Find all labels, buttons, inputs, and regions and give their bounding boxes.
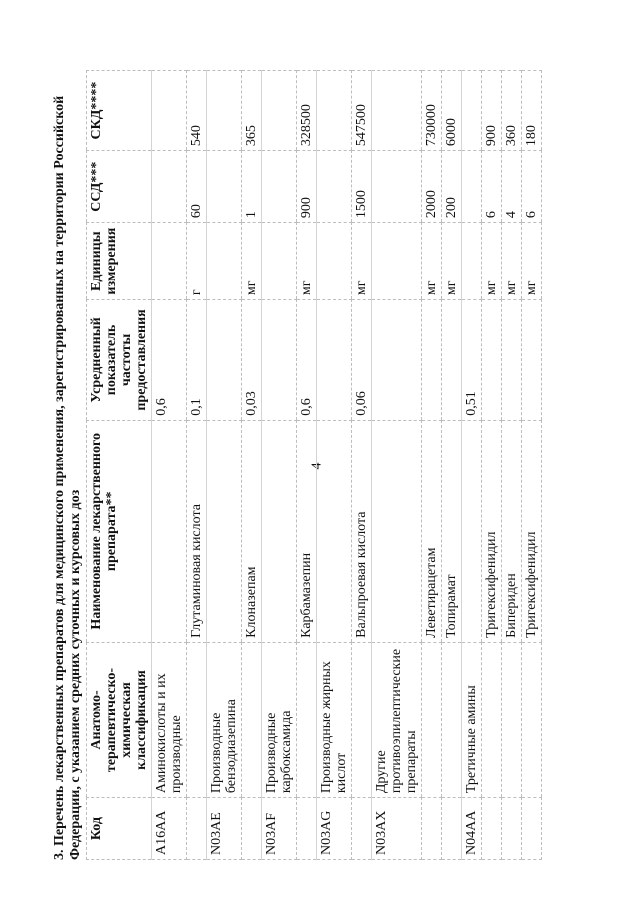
cell-skd: 900: [482, 71, 502, 151]
cell-atc: Аминокислоты и их производные: [152, 642, 187, 797]
cell-unit: [317, 223, 352, 300]
cell-name: [317, 420, 352, 642]
cell-ssd: 1: [242, 151, 262, 223]
cell-code: [442, 798, 462, 860]
cell-atc: [422, 642, 442, 797]
cell-atc: Производные бензодиазепина: [207, 642, 242, 797]
document-sheet: [50, 60, 620, 860]
table-row: [207, 71, 242, 860]
cell-skd: 328500: [297, 71, 317, 151]
table-row: [462, 71, 482, 860]
cell-name: Карбамазепин: [297, 420, 317, 642]
cell-ssd: [152, 151, 187, 223]
cell-name: Вальпроевая кислота: [352, 420, 372, 642]
cell-skd: 360: [502, 71, 522, 151]
cell-frequency: [207, 300, 242, 421]
cell-code: N03AE: [207, 798, 242, 860]
cell-ssd: 6: [482, 151, 502, 223]
cell-ssd: 1500: [352, 151, 372, 223]
cell-atc: Производные карбоксамида: [262, 642, 297, 797]
cell-skd: 547500: [352, 71, 372, 151]
cell-name: Тригексифенидил: [482, 420, 502, 642]
cell-atc: [482, 642, 502, 797]
cell-unit: [152, 223, 187, 300]
cell-code: N03AG: [317, 798, 352, 860]
cell-atc: [442, 642, 462, 797]
cell-ssd: 900: [297, 151, 317, 223]
cell-frequency: [482, 300, 502, 421]
table-row: [187, 71, 207, 860]
cell-skd: [317, 71, 352, 151]
table-row: [522, 71, 542, 860]
cell-unit: мг: [442, 223, 462, 300]
cell-skd: 180: [522, 71, 542, 151]
cell-ssd: [372, 151, 422, 223]
cell-unit: [207, 223, 242, 300]
cell-code: N04AA: [462, 798, 482, 860]
header-skd: СКД****: [87, 71, 152, 151]
cell-frequency: 0,03: [242, 300, 262, 421]
cell-name: [262, 420, 297, 642]
cell-code: [352, 798, 372, 860]
cell-frequency: [372, 300, 422, 421]
page-number: 4: [309, 462, 325, 470]
cell-unit: [372, 223, 422, 300]
cell-skd: 365: [242, 71, 262, 151]
header-frequency: Усредненный показатель частоты предоставления: [87, 300, 152, 421]
cell-code: [502, 798, 522, 860]
cell-ssd: 2000: [422, 151, 442, 223]
cell-unit: мг: [242, 223, 262, 300]
cell-skd: 540: [187, 71, 207, 151]
table-row: [352, 71, 372, 860]
cell-name: [372, 420, 422, 642]
cell-unit: мг: [422, 223, 442, 300]
cell-code: [522, 798, 542, 860]
cell-frequency: [442, 300, 462, 421]
cell-frequency: [262, 300, 297, 421]
table-row: [242, 71, 262, 860]
cell-code: [297, 798, 317, 860]
cell-name: Леветирацетам: [422, 420, 442, 642]
cell-skd: [462, 71, 482, 151]
cell-ssd: [317, 151, 352, 223]
table-header-row: [87, 71, 152, 860]
cell-code: A16AA: [152, 798, 187, 860]
cell-frequency: [422, 300, 442, 421]
table-row: [422, 71, 442, 860]
cell-atc: [297, 642, 317, 797]
cell-name: [207, 420, 242, 642]
cell-ssd: 4: [502, 151, 522, 223]
cell-name: Бипериден: [502, 420, 522, 642]
cell-atc: [187, 642, 207, 797]
header-atc: Анатомо-терапевтическо-химическая классификация: [87, 642, 152, 797]
table-row: [442, 71, 462, 860]
cell-name: Топирамат: [442, 420, 462, 642]
table-row: [482, 71, 502, 860]
cell-code: N03AX: [372, 798, 422, 860]
table-row: [372, 71, 422, 860]
cell-ssd: [207, 151, 242, 223]
cell-ssd: 60: [187, 151, 207, 223]
cell-code: [187, 798, 207, 860]
table-row: [317, 71, 352, 860]
cell-atc: Производные жирных кислот: [317, 642, 352, 797]
cell-unit: мг: [522, 223, 542, 300]
cell-unit: мг: [297, 223, 317, 300]
cell-unit: [462, 223, 482, 300]
cell-ssd: 6: [522, 151, 542, 223]
cell-name: Клоназепам: [242, 420, 262, 642]
cell-code: [422, 798, 442, 860]
header-code: Код: [87, 798, 152, 860]
section-title: 3. Перечень лекарственных препаратов для медицинского применения, зарегистрированных на территории Российской Федерации, с указанием средних суточных и курсовых доз: [52, 95, 83, 860]
cell-frequency: [317, 300, 352, 421]
cell-frequency: 0,1: [187, 300, 207, 421]
cell-name: Тригексифенидил: [522, 420, 542, 642]
cell-unit: мг: [502, 223, 522, 300]
cell-frequency: 0,51: [462, 300, 482, 421]
table-row: [297, 71, 317, 860]
cell-skd: [372, 71, 422, 151]
cell-name: Глутаминовая кислота: [187, 420, 207, 642]
header-name: Наименование лекарственного препарата**: [87, 420, 152, 642]
cell-atc: [522, 642, 542, 797]
cell-skd: [207, 71, 242, 151]
cell-unit: мг: [352, 223, 372, 300]
table-row: [152, 71, 187, 860]
cell-frequency: [522, 300, 542, 421]
cell-frequency: 0,6: [297, 300, 317, 421]
cell-atc: [502, 642, 522, 797]
cell-ssd: [462, 151, 482, 223]
cell-unit: [262, 223, 297, 300]
table-row: [262, 71, 297, 860]
cell-code: [482, 798, 502, 860]
cell-frequency: 0,6: [152, 300, 187, 421]
cell-skd: 6000: [442, 71, 462, 151]
cell-code: [242, 798, 262, 860]
cell-name: [462, 420, 482, 642]
cell-skd: [262, 71, 297, 151]
cell-atc: [352, 642, 372, 797]
cell-skd: 730000: [422, 71, 442, 151]
cell-frequency: 0,06: [352, 300, 372, 421]
cell-atc: Третичные амины: [462, 642, 482, 797]
header-unit: Единицы измерения: [87, 223, 152, 300]
cell-name: [152, 420, 187, 642]
cell-ssd: [262, 151, 297, 223]
header-ssd: ССД***: [87, 151, 152, 223]
cell-frequency: [502, 300, 522, 421]
table-row: [502, 71, 522, 860]
table-body: [152, 71, 542, 860]
drug-table: [86, 70, 542, 860]
cell-unit: г: [187, 223, 207, 300]
cell-unit: мг: [482, 223, 502, 300]
cell-code: N03AF: [262, 798, 297, 860]
cell-ssd: 200: [442, 151, 462, 223]
cell-atc: Другие противоэпилептические препараты: [372, 642, 422, 797]
cell-skd: [152, 71, 187, 151]
cell-atc: [242, 642, 262, 797]
